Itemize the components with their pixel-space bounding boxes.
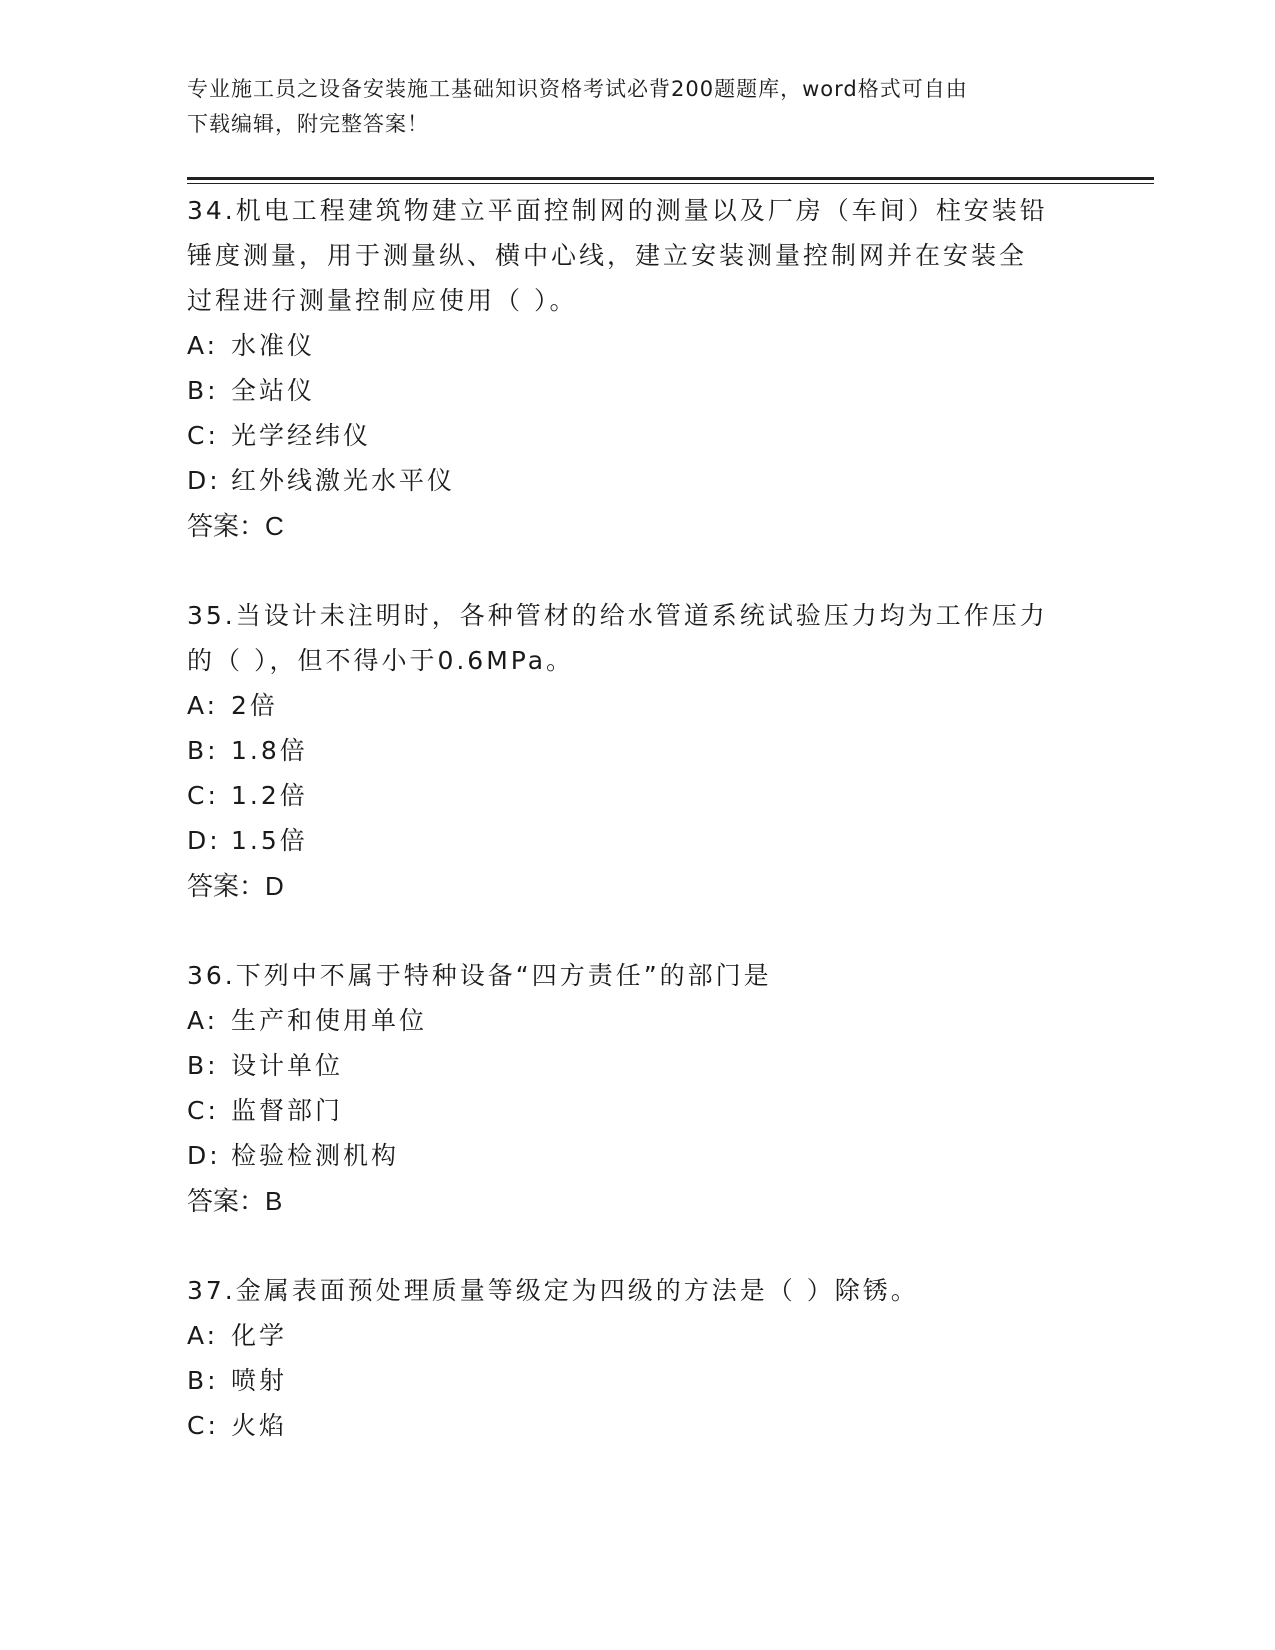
option-text: 检验检测机构 bbox=[231, 1141, 400, 1170]
header-divider-thin bbox=[187, 183, 1154, 184]
option-letter: D: bbox=[187, 1141, 221, 1170]
answer-option bbox=[187, 683, 1087, 728]
option-letter: D: bbox=[187, 826, 221, 855]
answer-option bbox=[187, 1043, 1087, 1088]
answer-option bbox=[187, 323, 1087, 368]
option-letter: A: bbox=[187, 1321, 219, 1350]
answer-option bbox=[187, 818, 1087, 863]
answer-option bbox=[187, 458, 1087, 503]
option-text: 2倍 bbox=[231, 691, 278, 720]
option-text: 全站仪 bbox=[231, 376, 316, 405]
question-list bbox=[187, 188, 1087, 1448]
question-stem-line: 的（ ），但不得小于0.6MPa。 bbox=[187, 646, 575, 675]
option-letter: A: bbox=[187, 331, 219, 360]
question-stem-line: 36.下列中不属于特种设备“四方责任”的部门是 bbox=[187, 961, 772, 990]
header-line-1: 专业施工员之设备安装施工基础知识资格考试必背200题题库，word格式可自由 bbox=[187, 77, 968, 101]
answer-option bbox=[187, 413, 1087, 458]
answer-option bbox=[187, 1133, 1087, 1178]
option-text: 水准仪 bbox=[231, 331, 316, 360]
option-text: 1.8倍 bbox=[231, 736, 308, 765]
option-letter: A: bbox=[187, 691, 219, 720]
answer-option bbox=[187, 998, 1087, 1043]
answer-option bbox=[187, 773, 1087, 818]
option-text: 1.2倍 bbox=[231, 781, 308, 810]
answer-option bbox=[187, 368, 1087, 413]
question-stem-line: 37.金属表面预处理质量等级定为四级的方法是（ ）除锈。 bbox=[187, 1276, 919, 1305]
question-block bbox=[187, 953, 1087, 1224]
option-letter: D: bbox=[187, 466, 221, 495]
answer-key: 答案：D bbox=[187, 871, 284, 901]
question-stem-line: 34.机电工程建筑物建立平面控制网的测量以及厂房（车间）柱安装铅 bbox=[187, 196, 1048, 225]
option-letter: C: bbox=[187, 1096, 219, 1125]
option-letter: C: bbox=[187, 421, 219, 450]
question-block bbox=[187, 1268, 1087, 1448]
answer-option bbox=[187, 1403, 1087, 1448]
option-text: 火焰 bbox=[231, 1411, 288, 1440]
question-spacer bbox=[187, 1224, 1087, 1268]
answer-key: 答案：C bbox=[187, 511, 284, 541]
option-text: 红外线激光水平仪 bbox=[231, 466, 456, 495]
question-stem-line: 35.当设计未注明时，各种管材的给水管道系统试验压力均为工作压力 bbox=[187, 601, 1048, 630]
option-text: 化学 bbox=[231, 1321, 288, 1350]
answer-option bbox=[187, 1358, 1087, 1403]
option-text: 喷射 bbox=[231, 1366, 288, 1395]
answer-option bbox=[187, 728, 1087, 773]
option-letter: B: bbox=[187, 1051, 219, 1080]
option-text: 监督部门 bbox=[231, 1096, 344, 1125]
option-letter: B: bbox=[187, 736, 219, 765]
option-letter: A: bbox=[187, 1006, 219, 1035]
question-stem-line: 过程进行测量控制应使用（ ）。 bbox=[187, 286, 578, 315]
question-spacer bbox=[187, 909, 1087, 953]
option-text: 设计单位 bbox=[231, 1051, 344, 1080]
question-block bbox=[187, 593, 1087, 909]
answer-option bbox=[187, 1088, 1087, 1133]
option-letter: C: bbox=[187, 1411, 219, 1440]
header-divider-thick bbox=[187, 177, 1154, 180]
header-line-2: 下载编辑，附完整答案！ bbox=[187, 112, 429, 136]
option-letter: C: bbox=[187, 781, 219, 810]
document-header bbox=[187, 72, 1087, 142]
question-spacer bbox=[187, 549, 1087, 593]
question-stem-line: 锤度测量，用于测量纵、横中心线，建立安装测量控制网并在安装全 bbox=[187, 241, 1028, 270]
option-text: 1.5倍 bbox=[231, 826, 308, 855]
option-letter: B: bbox=[187, 1366, 219, 1395]
answer-key: 答案：B bbox=[187, 1186, 283, 1216]
answer-option bbox=[187, 1313, 1087, 1358]
option-text: 光学经纬仪 bbox=[231, 421, 372, 450]
option-text: 生产和使用单位 bbox=[231, 1006, 428, 1035]
option-letter: B: bbox=[187, 376, 219, 405]
question-block bbox=[187, 188, 1087, 549]
